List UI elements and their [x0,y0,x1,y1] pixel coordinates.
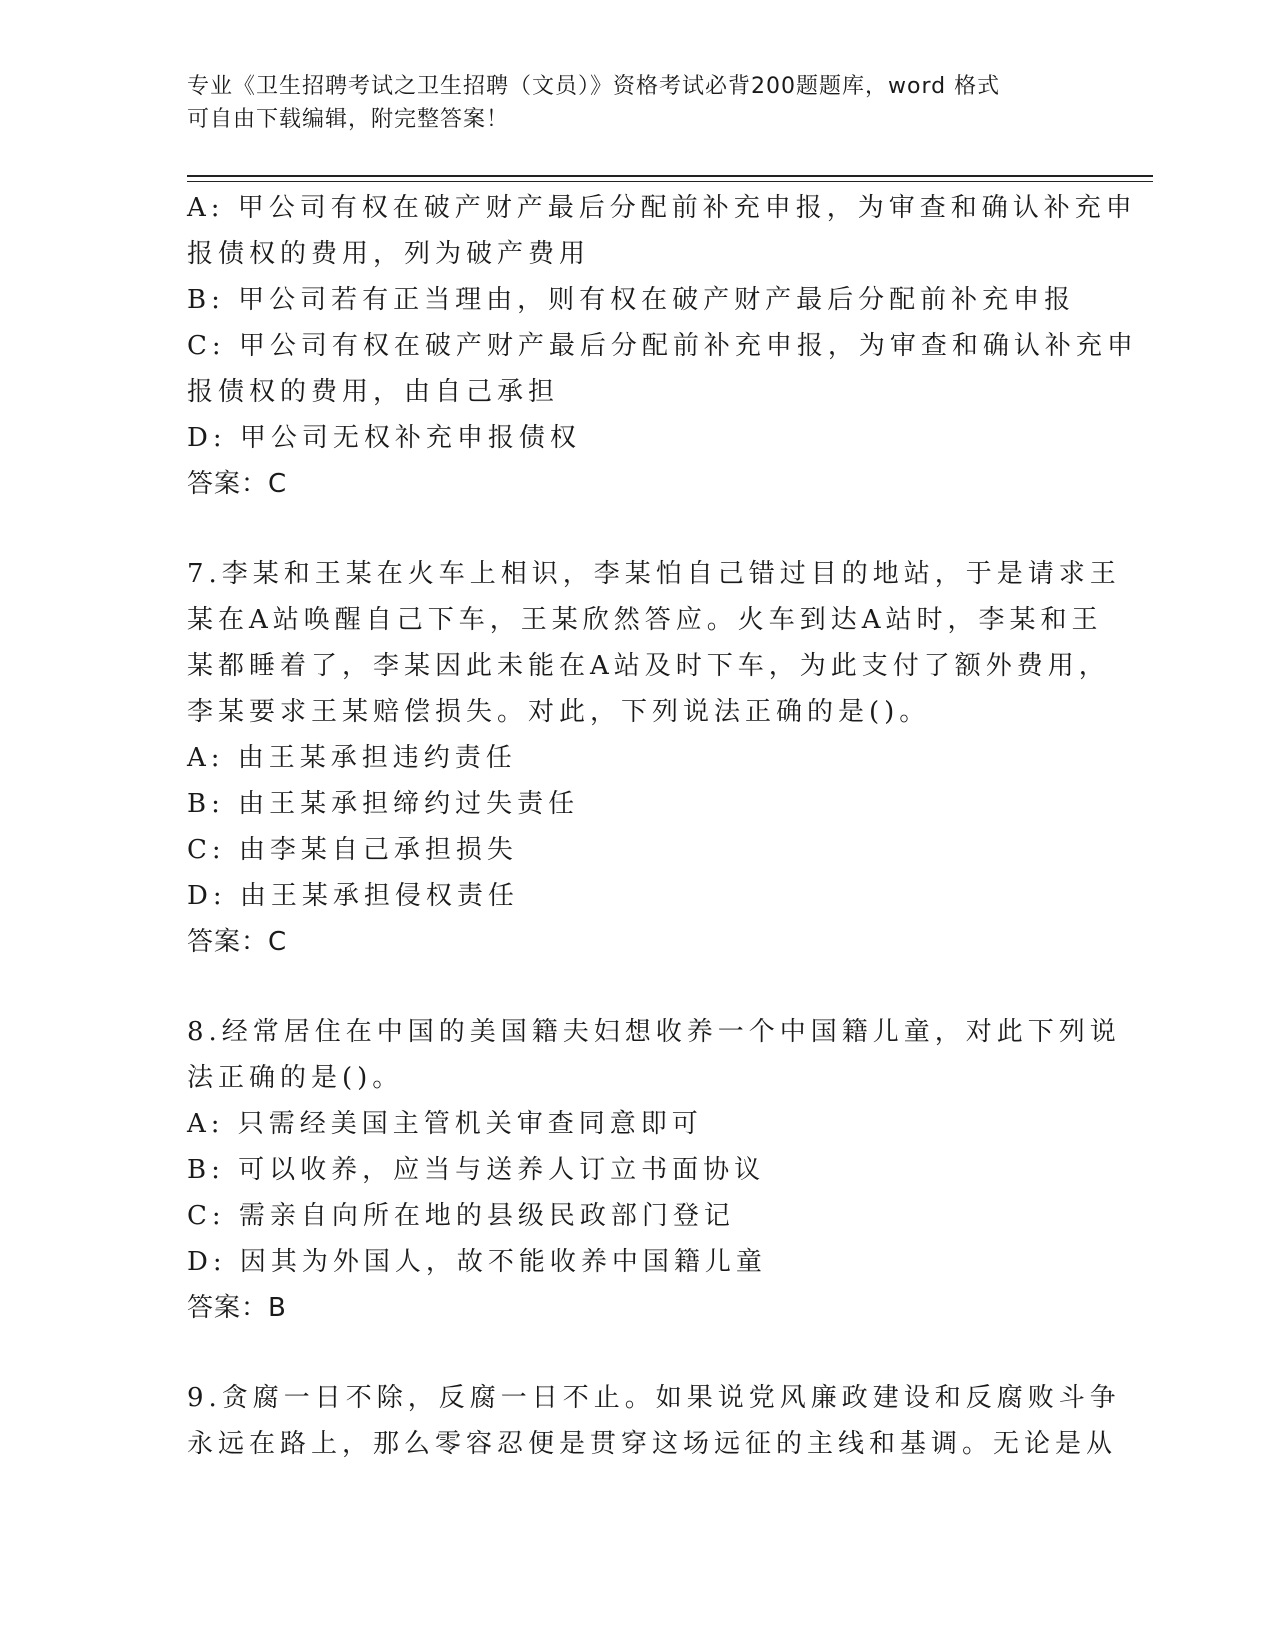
option-d: D: 由王某承担侵权责任 [187,881,519,911]
question-stem: 李某要求王某赔偿损失。对此，下列说法正确的是()。 [187,697,931,727]
question-stem: 法正确的是()。 [187,1063,404,1093]
header-rule-thick [187,175,1153,177]
spacer [187,965,1067,1009]
option-c: C: 甲公司有权在破产财产最后分配前补充申报，为审查和确认补充申 [187,331,1138,361]
option-b: B: 由王某承担缔约过失责任 [187,789,580,819]
option-a: A: 由王某承担违约责任 [187,743,517,773]
option-a: A: 只需经美国主管机关审查同意即可 [187,1109,703,1139]
document-body [187,185,1138,1467]
header-line-1: 专业《卫生招聘考试之卫生招聘（文员）》资格考试必背200题题库，word 格式 [187,74,1001,99]
question-9-block [187,1375,1121,1467]
option-a-continued: 报债权的费用，列为破产费用 [187,239,591,269]
document-header [187,70,1067,136]
option-c: C: 需亲自向所在地的县级民政部门登记 [187,1201,735,1231]
option-a: A: 甲公司有权在破产财产最后分配前补充申报，为审查和确认补充申 [187,193,1137,223]
answer: 答案：C [187,927,288,957]
question-8-block [187,1009,1121,1331]
question-stem: 7.李某和王某在火车上相识，李某怕自己错过目的地站，于是请求王 [187,559,1121,589]
answer: 答案：C [187,469,288,499]
option-d: D: 因其为外国人，故不能收养中国籍儿童 [187,1247,767,1277]
question-stem: 某在A站唤醒自己下车，王某欣然答应。火车到达A站时，李某和王 [187,605,1103,635]
question-6-block [187,185,1138,507]
option-d: D: 甲公司无权补充申报债权 [187,423,581,453]
option-b: B: 甲公司若有正当理由，则有权在破产财产最后分配前补充申报 [187,285,1076,315]
spacer [187,1331,1067,1375]
header-line-2: 可自由下载编辑，附完整答案！ [187,107,510,132]
option-b: B: 可以收养，应当与送养人订立书面协议 [187,1155,766,1185]
question-stem: 永远在路上，那么零容忍便是贯穿这场远征的主线和基调。无论是从 [187,1429,1118,1459]
question-stem: 8.经常居住在中国的美国籍夫妇想收养一个中国籍儿童，对此下列说 [187,1017,1121,1047]
option-c-continued: 报债权的费用，由自己承担 [187,377,560,407]
answer: 答案：B [187,1293,287,1323]
header-rule-thin [187,181,1153,182]
question-stem: 某都睡着了，李某因此未能在A站及时下车，为此支付了额外费用， [187,651,1110,681]
option-c: C: 由李某自己承担损失 [187,835,518,865]
spacer [187,507,1067,551]
question-7-block [187,551,1121,965]
question-stem: 9.贪腐一日不除，反腐一日不止。如果说党风廉政建设和反腐败斗争 [187,1383,1121,1413]
